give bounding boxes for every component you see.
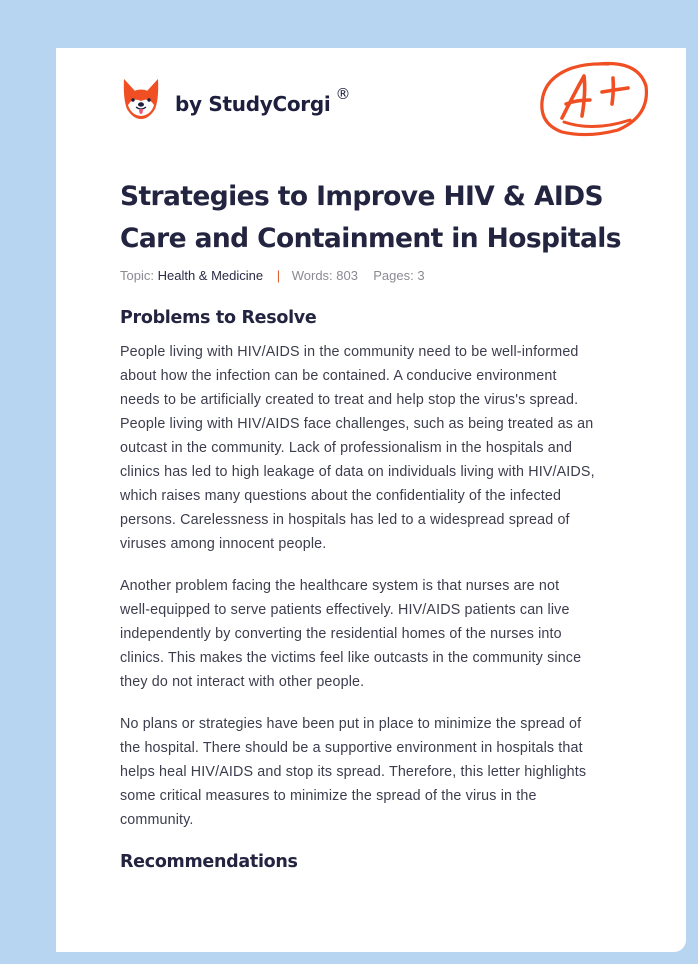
article-content: [120, 176, 630, 872]
document-card: [56, 48, 686, 952]
word-count: Words: 803: [291, 268, 358, 283]
article-meta: [120, 268, 630, 283]
topic-link[interactable]: Health & Medicine: [157, 268, 264, 283]
section-heading-problems: Problems to Resolve: [120, 308, 317, 328]
topic-label: Topic:: [120, 268, 154, 283]
page-title: Strategies to Improve HIV & AIDS Care and Containment in Hospitals: [120, 181, 621, 254]
studycorgi-logo[interactable]: [121, 76, 350, 122]
meta-separator: |: [276, 268, 281, 283]
brand-name: by StudyCorgi: [175, 92, 331, 116]
paragraph: Another problem facing the healthcare system is that nurses are not well-equipped to serve patients effectively. HIV/AIDS patients can live independently by converting the residential homes of the nurses into clinics. This makes the victims feel like outcasts in the community since they do not interact with other people.: [120, 578, 582, 690]
paragraph: People living with HIV/AIDS in the community need to be well-informed about how the infection can be contained. A conducive environment needs to be artificially created to treat and help stop the virus's spread. People living with HIV/AIDS face challenges, such as being treated as an outcast in the community. Lack of professionalism in the hospitals and clinics has led to high leakage of data on individuals living with HIV/AIDS, which raises many questions about the confidentiality of the infected persons. Carelessness in hospitals has led to a widespread spread of viruses among innocent people.: [120, 344, 595, 552]
paragraph: No plans or strategies have been put in place to minimize the spread of the hospital. There should be a supportive environment in hospitals that helps heal HIV/AIDS and stop its spread. Therefore, this letter highlights some critical measures to minimize the spread of the virus in the community.: [120, 716, 587, 828]
corgi-logo-icon: [121, 77, 161, 121]
page-count: Pages: 3: [373, 268, 425, 283]
section-heading-recommendations: Recommendations: [120, 852, 298, 872]
registered-mark: ®: [335, 85, 351, 103]
a-plus-grade-icon: [538, 58, 650, 140]
